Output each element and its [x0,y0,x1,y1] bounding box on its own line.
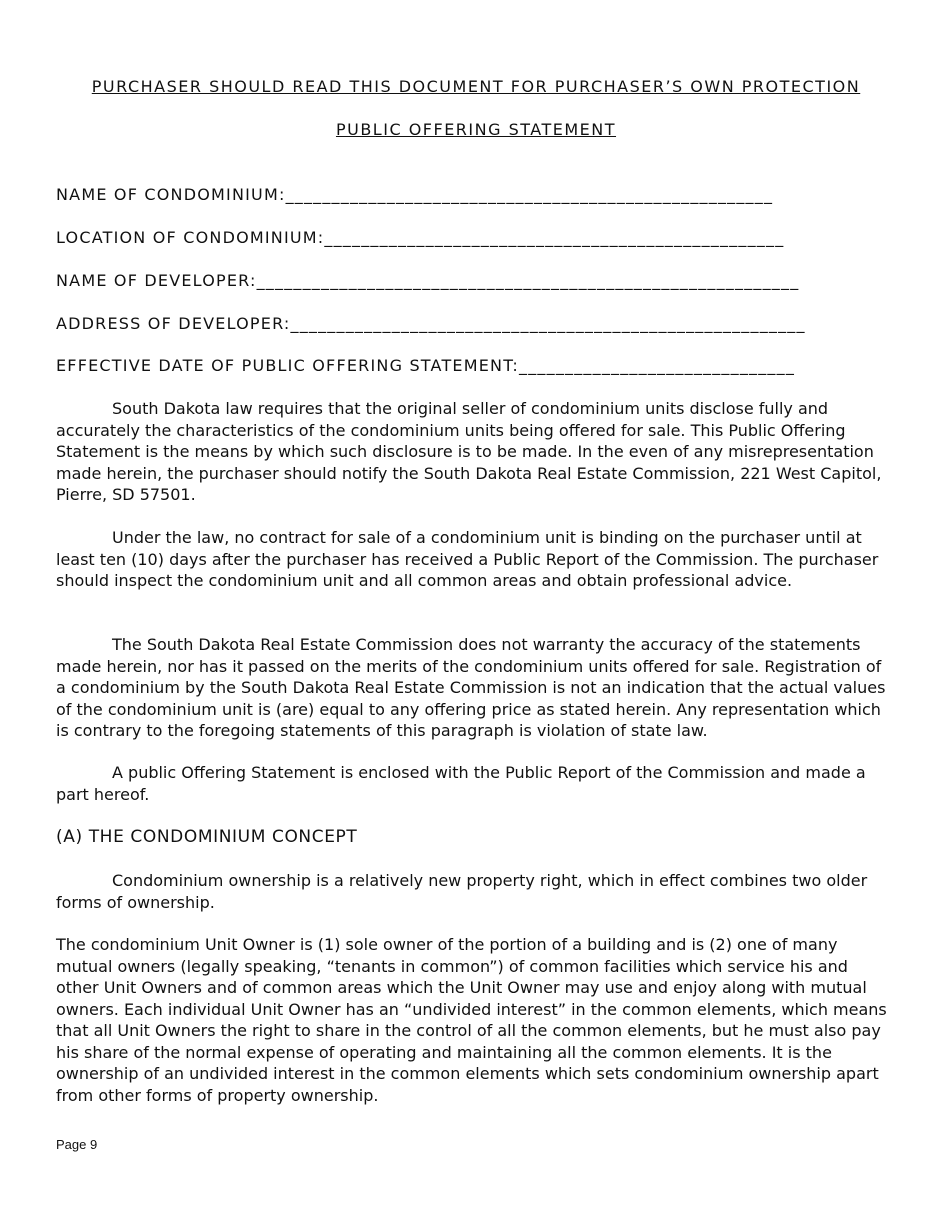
field-blank-line[interactable]: ______________________________ [519,356,796,375]
field-blank-line[interactable]: ________________________________________________________ [290,314,806,333]
enclosure-paragraph: A public Offering Statement is enclosed with the Public Report of the Commission and made a part hereof. [56,763,866,804]
field-label: LOCATION OF CONDOMINIUM: [56,228,325,247]
field-blank-line[interactable]: ___________________________________________________________ [256,271,800,290]
field-label: NAME OF CONDOMINIUM: [56,185,286,204]
field-blank-line[interactable]: __________________________________________________ [324,228,785,247]
field-label: NAME OF DEVELOPER: [56,271,257,290]
field-condominium-name[interactable] [56,185,773,204]
field-label: ADDRESS OF DEVELOPER: [56,314,291,333]
field-blank-line[interactable]: _____________________________________________________ [285,185,774,204]
field-developer-address[interactable] [56,314,806,333]
section-a-intro: Condominium ownership is a relatively new property right, which in effect combines two older forms of ownership. [56,871,868,912]
contract-paragraph: Under the law, no contract for sale of a condominium unit is binding on the purchaser until at least ten (10) days after the purchaser has received a Public Report of the Commission. The purchaser should inspect the condominium unit and all common areas and obtain professional advice. [56,528,879,590]
field-developer-name[interactable] [56,271,799,290]
protection-notice: PURCHASER SHOULD READ THIS DOCUMENT FOR PURCHASER’S OWN PROTECTION [91,77,861,96]
section-a-heading: (A) THE CONDOMINIUM CONCEPT [56,827,358,847]
field-condominium-location[interactable] [56,228,784,247]
section-a-body: The condominium Unit Owner is (1) sole owner of the portion of a building and is (2) one of many mutual owners (legally speaking, “tenants in common”) of common facilities which service his and other Unit Owners and of common areas which the Unit Owner may use and enjoy along with mutual owners. Each individual Unit Owner has an “undivided interest” in the common elements, which means that all Unit Owners the right to share in the control of all the common elements, but he must also pay his share of the normal expense of operating and maintaining all the common elements. It is the ownership of an undivided interest in the common elements which sets condominium ownership apart from other forms of property ownership. [56,935,887,1105]
document-title: PUBLIC OFFERING STATEMENT [335,120,617,139]
field-effective-date[interactable] [56,356,795,375]
page-number: Page 9 [56,1137,98,1152]
disclosure-paragraph: South Dakota law requires that the original seller of condominium units disclose fully and accurately the characteristics of the condominium units being offered for sale. This Public Offering Statement is the means by which such disclosure is to be made. In the even of any misrepresentation made herein, the purchaser should notify the South Dakota Real Estate Commission, 221 West Capitol, Pierre, SD 57501. [56,399,882,504]
warranty-paragraph: The South Dakota Real Estate Commission does not warranty the accuracy of the statements made herein, nor has it passed on the merits of the condominium units offered for sale. Registration of a condominium by the South Dakota Real Estate Commission is not an indication that the actual values of the condominium unit is (are) equal to any offering price as stated herein. Any representation which is contrary to the foregoing statements of this paragraph is violation of state law. [56,635,886,740]
field-label: EFFECTIVE DATE OF PUBLIC OFFERING STATEMENT: [56,356,520,375]
